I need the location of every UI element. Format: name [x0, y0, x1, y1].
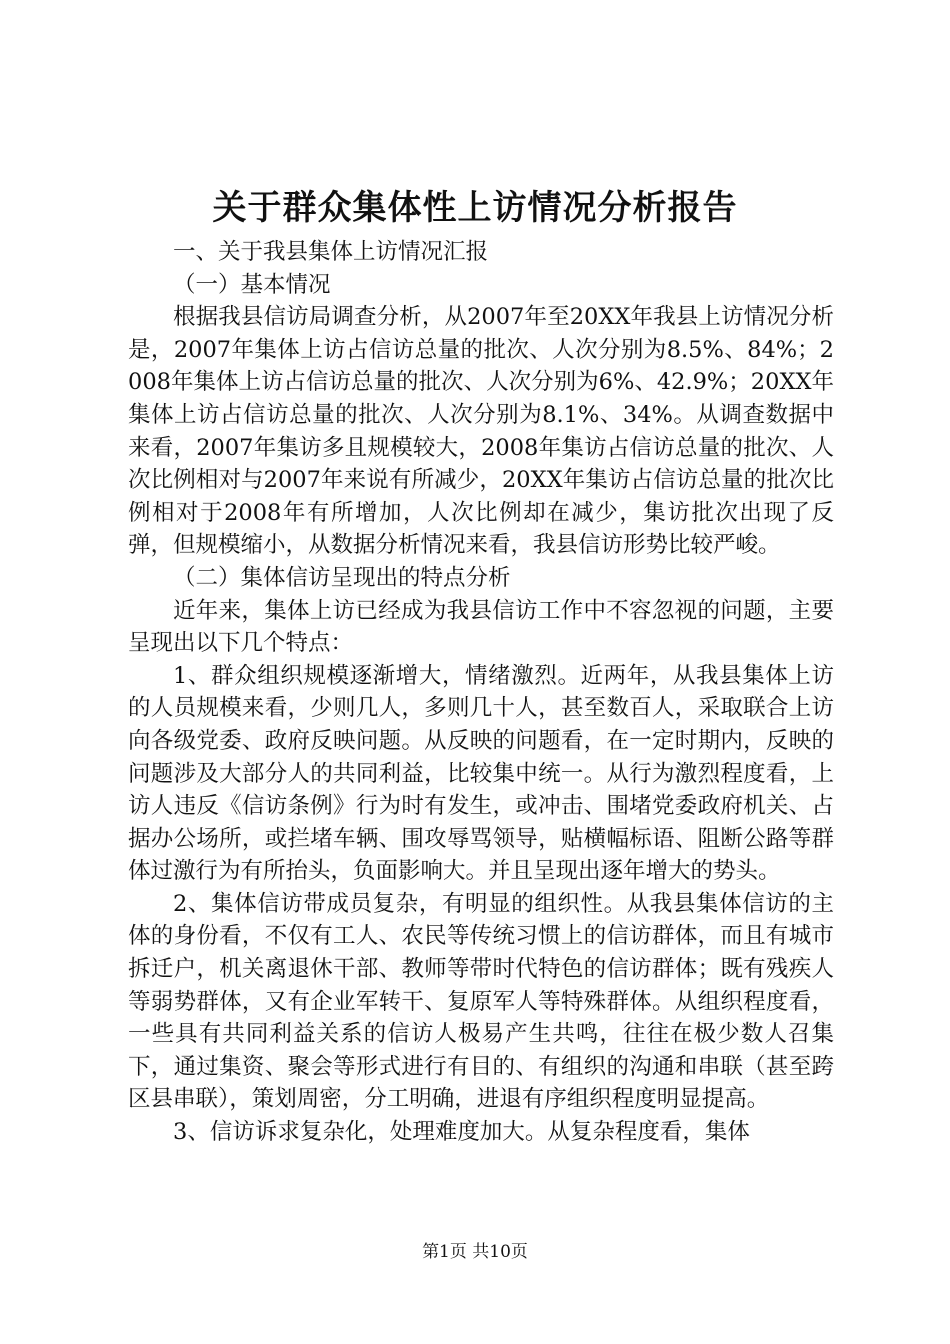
document-title: 关于群众集体性上访情况分析报告 [212, 188, 738, 228]
body-paragraph: 1、群众组织规模逐渐增大，情绪激烈。近两年，从我县集体上访的人员规模来看，少则几人，多则几十人，甚至数百人，采取联合上访向各级党委、政府反映问题。从反映的问题看，在一定时期内，反映的问题涉及大部分人的共同利益，比较集中统一。从行为激烈程度看，上访人违反《信访条例》行为时有发生，或冲击、围堵党委政府机关、占据办公场所，或拦堵车辆、围攻辱骂领导，贴横幅标语、阻断公路等群体过激行为有所抬头，负面影响大。并且呈现出逐年增大的势头。 [128, 662, 834, 885]
section-heading: 一、关于我县集体上访情况汇报 [173, 239, 489, 265]
body-paragraph: 2、集体信访带成员复杂，有明显的组织性。从我县集体信访的主体的身份看，不仅有工人、农民等传统习惯上的信访群体，而且有城市拆迁户，机关离退休干部、教师等带时代特色的信访群体；既有残疾人等弱势群体，又有企业军转干、复原军人等特殊群体。从组织程度看，一些具有共同利益关系的信访人极易产生共鸣，往往在极少数人召集下，通过集资、聚会等形式进行有目的、有组织的沟通和串联（甚至跨区县串联），策划周密，分工明确，进退有序组织程度明显提高。 [128, 890, 834, 1113]
subsection-heading: （二）集体信访呈现出的特点分析 [173, 564, 511, 591]
document-body [128, 236, 834, 1149]
body-paragraph: 根据我县信访局调查分析，从2007年至20XX年我县上访情况分析是，2007年集体上访占信访总量的批次、人次分别为8.5%、84%；2008年集体上访占信访总量的批次、人次分别为6%、42.9%；20XX年集体上访占信访总量的批次、人次分别为8.1%、34%。从调查数据中来看，2007年集访多且规模较大，2008年集访占信访总量的批次、人次比例相对与2007年来说有所减少，20XX年集访占信访总量的批次比例相对于2008年有所增加，人次比例却在减少，集访批次出现了反弹，但规模缩小，从数据分析情况来看，我县信访形势比较严峻。 [128, 304, 834, 559]
subsection-heading: （一）基本情况 [173, 271, 331, 298]
page-number-footer: 第1页 共10页 [422, 1242, 528, 1262]
body-paragraph: 3、信访诉求复杂化，处理难度加大。从复杂程度看，集体 [173, 1119, 750, 1146]
body-paragraph: 近年来，集体上访已经成为我县信访工作中不容忽视的问题，主要呈现出以下几个特点： [128, 597, 834, 657]
